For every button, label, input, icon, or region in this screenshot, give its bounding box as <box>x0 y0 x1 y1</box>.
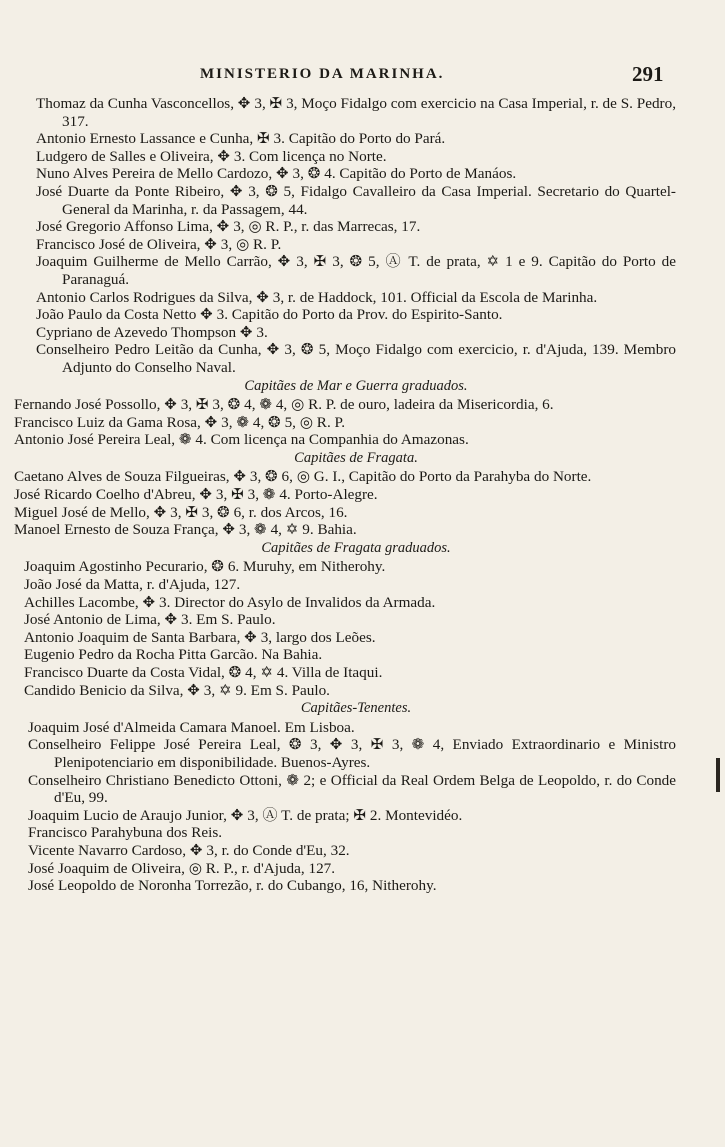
section-heading: Capitães de Mar e Guerra graduados. <box>244 377 468 394</box>
list-item: Thomaz da Cunha Vasconcellos, ✥ 3, ✠ 3, Moço Fidalgo com exercicio na Casa Imperial, r. de S. Pedro, 317. <box>36 95 676 130</box>
list-item: Cypriano de Azevedo Thompson ✥ 3. <box>36 323 268 341</box>
section-heading: Capitães de Fragata graduados. <box>261 539 451 556</box>
list-item: Vicente Navarro Cardoso, ✥ 3, r. do Conde d'Eu, 32. <box>28 841 350 859</box>
list-item: Eugenio Pedro da Rocha Pitta Garcão. Na Bahia. <box>24 646 323 664</box>
list-item: Antonio José Pereira Leal, ❁ 4. Com licença na Companhia do Amazonas. <box>14 431 469 449</box>
list-item: Achilles Lacombe, ✥ 3. Director do Asylo de Invalidos da Armada. <box>24 593 436 611</box>
list-item: Antonio Joaquim de Santa Barbara, ✥ 3, largo dos Leões. <box>24 628 376 646</box>
list-item: José Duarte da Ponte Ribeiro, ✥ 3, ❂ 5, Fidalgo Cavalleiro da Casa Imperial. Secretario do Quartel-General da Marinha, r. da Passagem, 44. <box>36 182 676 218</box>
margin-mark <box>716 758 720 792</box>
list-item: Joaquim Agostinho Pecurario, ❂ 6. Muruhy, em Nitherohy. <box>24 558 386 576</box>
list-item: José Antonio de Lima, ✥ 3. Em S. Paulo. <box>24 611 276 629</box>
page-header <box>0 62 725 90</box>
list-item: Manoel Ernesto de Souza França, ✥ 3, ❁ 4, ✡ 9. Bahia. <box>14 521 357 539</box>
list-item: Joaquim Guilherme de Mello Carrão, ✥ 3, ✠ 3, ❂ 5, Ⓐ T. de prata, ✡ 1 e 9. Capitão do Porto de Paranaguá. <box>36 253 676 288</box>
page-number: 291 <box>632 62 664 86</box>
list-item: Conselheiro Pedro Leitão da Cunha, ✥ 3, ❂ 5, Moço Fidalgo com exercicio, r. d'Ajuda, 139. Membro Adjunto do Conselho Naval. <box>36 341 676 376</box>
page-body <box>14 95 676 895</box>
list-item: José Joaquim de Oliveira, ◎ R. P., r. d'Ajuda, 127. <box>28 859 336 877</box>
list-item: Francisco Parahybuna dos Reis. <box>28 824 223 842</box>
list-item: Conselheiro Felippe José Pereira Leal, ❂ 3, ✥ 3, ✠ 3, ❁ 4, Enviado Extraordinario e Ministro Plenipotenciario em disponibilidade. Buenos-Ayres. <box>28 736 676 771</box>
list-item: Nuno Alves Pereira de Mello Cardozo, ✥ 3, ❂ 4. Capitão do Porto de Manáos. <box>36 165 517 183</box>
list-item: Ludgero de Salles e Oliveira, ✥ 3. Com licença no Norte. <box>36 147 387 165</box>
list-item: Antonio Carlos Rodrigues da Silva, ✥ 3, r. de Haddock, 101. Official da Escola de Marinha. <box>36 288 598 306</box>
list-item: João Paulo da Costa Netto ✥ 3. Capitão do Porto da Prov. do Espirito-Santo. <box>36 306 503 324</box>
list-item: Francisco José de Oliveira, ✥ 3, ◎ R. P. <box>36 235 282 253</box>
list-item: José Gregorio Affonso Lima, ✥ 3, ◎ R. P., r. das Marrecas, 17. <box>36 218 421 236</box>
list-item: Fernando José Possollo, ✥ 3, ✠ 3, ❂ 4, ❁ 4, ◎ R. P. de ouro, ladeira da Misericordia, 6. <box>14 396 554 414</box>
list-item: Conselheiro Christiano Benedicto Ottoni, ❁ 2; e Official da Real Ordem Belga de Leopoldo, r. do Conde d'Eu, 99. <box>28 771 676 807</box>
list-item: Joaquim Lucio de Araujo Junior, ✥ 3, Ⓐ T. de prata; ✠ 2. Montevidéo. <box>28 806 463 824</box>
list-item: Francisco Luiz da Gama Rosa, ✥ 3, ❁ 4, ❂ 5, ◎ R. P. <box>14 413 346 431</box>
list-item: José Ricardo Coelho d'Abreu, ✥ 3, ✠ 3, ❁ 4. Porto-Alegre. <box>14 486 378 504</box>
list-item: Joaquim José d'Almeida Camara Manoel. Em Lisboa. <box>28 718 355 736</box>
list-item: Antonio Ernesto Lassance e Cunha, ✠ 3. Capitão do Porto do Pará. <box>36 130 446 148</box>
list-item: Miguel José de Mello, ✥ 3, ✠ 3, ❂ 6, r. dos Arcos, 16. <box>14 503 348 521</box>
list-item: José Leopoldo de Noronha Torrezão, r. do Cubango, 16, Nitherohy. <box>28 877 437 895</box>
list-item: João José da Matta, r. d'Ajuda, 127. <box>24 576 241 594</box>
list-item: Francisco Duarte da Costa Vidal, ❂ 4, ✡ 4. Villa de Itaqui. <box>24 664 383 681</box>
list-item: Caetano Alves de Souza Filgueiras, ✥ 3, ❂ 6, ◎ G. I., Capitão do Porto da Parahyba do Norte. <box>14 468 592 486</box>
list-item: Candido Benicio da Silva, ✥ 3, ✡ 9. Em S. Paulo. <box>24 681 330 699</box>
section-heading: Capitães de Fragata. <box>294 449 418 466</box>
running-title: MINISTERIO DA MARINHA. <box>200 66 445 82</box>
section-heading: Capitães-Tenentes. <box>300 700 412 717</box>
